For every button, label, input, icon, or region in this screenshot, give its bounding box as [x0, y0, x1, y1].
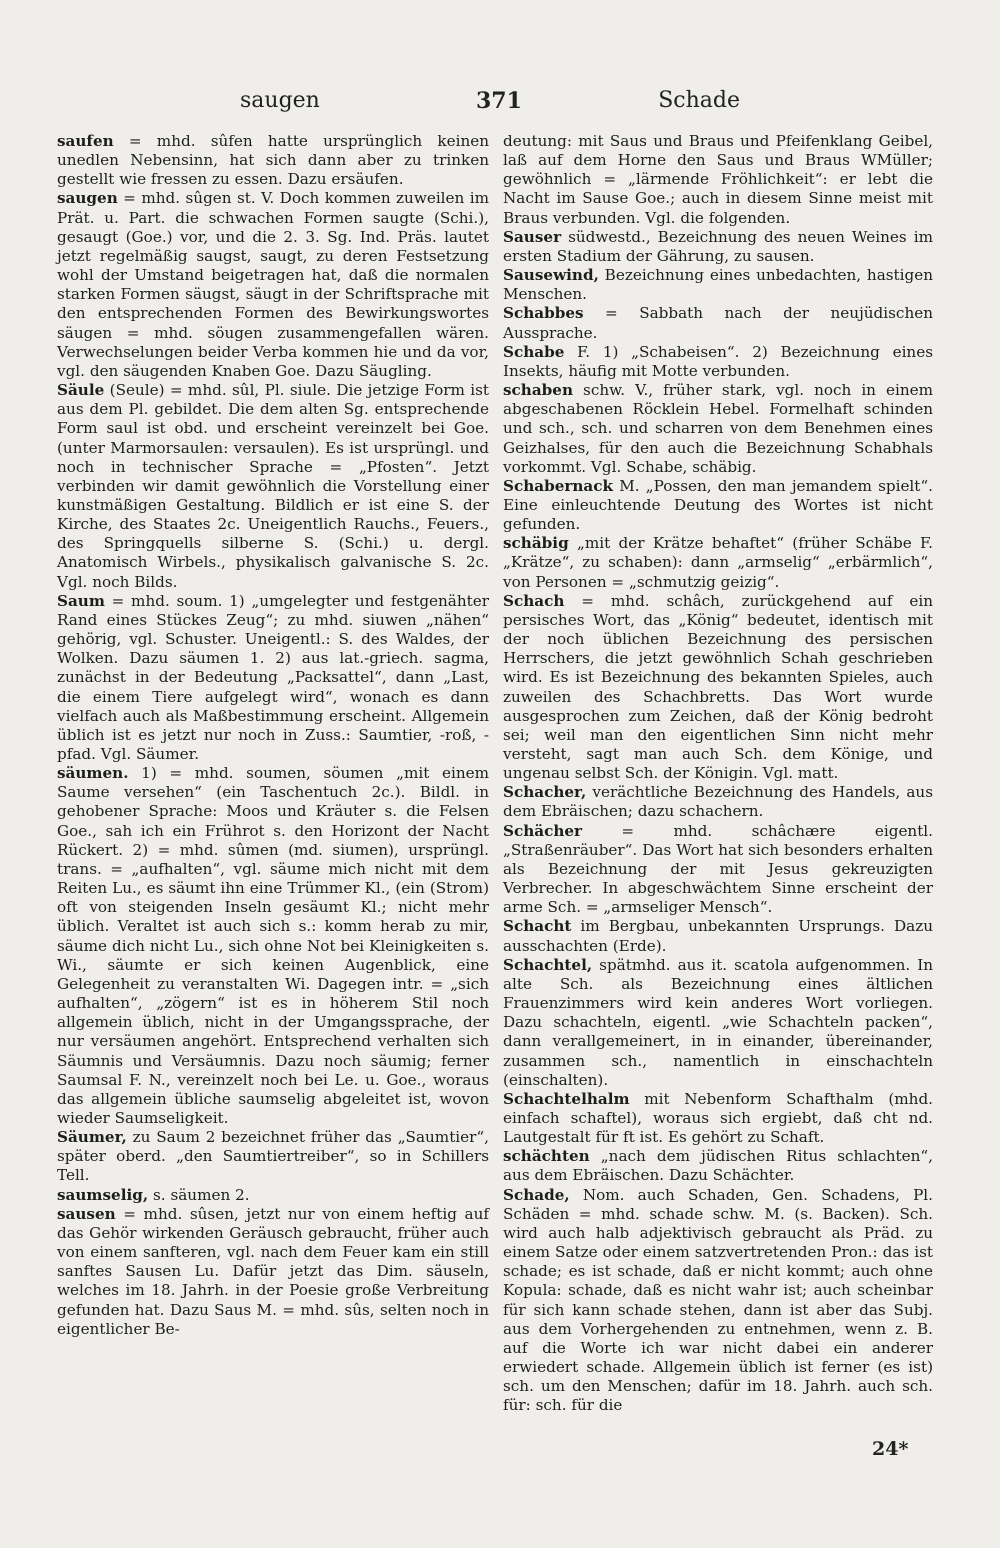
- entry-headword: Schabe: [503, 342, 565, 361]
- entry-text: s. säumen 2.: [148, 1185, 250, 1204]
- entry-headword: Schachtel,: [503, 955, 593, 974]
- entry-text: deutung: mit Saus und Braus und Pfeifenklang Geibel, laß auf dem Horne den Saus und Braus WMüller; gewöhnlich = „lärmende Fröhlichkeit“: er lebt die Nacht im Sause Goe.; auch in diesem Sinne meist mit Braus verbunden. Vgl. die folgenden.: [503, 132, 933, 227]
- entry-headword: Schacht: [503, 917, 572, 936]
- entry-headword: sausen: [57, 1204, 116, 1223]
- entry-headword: saufen: [57, 132, 114, 150]
- entry-text: = mhd. sûfen hatte ursprünglich keinen unedlen Nebensinn, hat sich dann aber zu trinken gestellt wie fressen zu essen. Dazu ersäufen.: [57, 132, 489, 189]
- entry-headword: Schabbes: [503, 304, 584, 323]
- left-column: [57, 132, 489, 1339]
- entry-text: (Seule) = mhd. sûl, Pl. siule. Die jetzige Form ist aus dem Pl. gebildet. Die dem alten Sg. entsprechende Form saul ist obd. und erscheint vereinzelt bei Goe. (unter Marmorsaulen: versaulen). Es ist ursprüngl. und noch in technischer Sprache = „Pfosten“. Jetzt verbinden wir damit gewöhnlich die Vorstellung einer kunstmäßigen Gestaltung. Bildlich er ist eine S. der Kirche, des Staates 2c. Uneigentlich Rauchs., Feuers., des Springquells silberne S. (Schi.) u. dergl. Anatomisch Wirbels., physikalisch galvanische S. 2c. Vgl. noch Bilds.: [57, 381, 489, 591]
- entry-headword: saumselig,: [57, 1185, 149, 1204]
- dictionary-entry: [503, 534, 933, 591]
- entry-text: F. 1) „Schabeisen“. 2) Bezeichnung eines Insekts, häufig mit Motte verbunden.: [503, 342, 933, 380]
- entry-text: südwestd., Bezeichnung des neuen Weines im ersten Stadium der Gährung, zu sausen.: [503, 227, 933, 265]
- entry-text: = mhd. sûgen st. V. Doch kommen zuweilen im Prät. u. Part. die schwachen Formen saugte (Schi.), gesaugt (Goe.) vor, und die 2. 3. Sg. Ind. Präs. lautet jetzt regelmäßig saugst, saugt, zu deren Festsetzung wohl der Umstand beigetragen hat, daß die normalen starken Formen säugst, säugt in der Schriftsprache mit den entsprechenden Formen des Bewirkungswortes säugen = mhd. söugen zusammengefallen wären. Verwechselungen beider Verba kommen hie und da vor, vgl. den säugenden Knaben Goe. Dazu Säugling.: [57, 189, 489, 380]
- entry-text: = Sabbath nach der neujüdischen Aussprache.: [503, 304, 933, 342]
- entry-text: schw. V., früher stark, vgl. noch in einem abgeschabenen Röcklein Hebel. Formelhaft schinden und sch., sch. und scharren von dem Benehmen eines Geizhalses, für den auch die Bezeichnung Schabhals vorkommt. Vgl. Schabe, schäbig.: [503, 381, 933, 476]
- dictionary-entry: [57, 1205, 489, 1339]
- entry-headword: schaben: [503, 381, 574, 400]
- dictionary-entry: [503, 1147, 933, 1185]
- dictionary-entry: [57, 1186, 489, 1205]
- signature-mark: 24*: [872, 1438, 909, 1460]
- entry-text: = mhd. sûsen, jetzt nur von einem heftig auf das Gehör wirkenden Geräusch gebraucht, früher auch von einem sanfteren, vgl. nach dem Feuer kam ein still sanftes Sausen Lu. Dafür jetzt das Dim. säuseln, welches im 18. Jahrh. in der Poesie große Verbreitung gefunden hat. Dazu Saus M. = mhd. sûs, selten noch in eigentlicher Be-: [57, 1204, 489, 1338]
- entry-text: = mhd. soum. 1) „umgelegter und festgenähter Rand eines Stückes Zeug“; zu mhd. siuwen „nähen“ gehörig, vgl. Schuster. Uneigentl.: S. des Waldes, der Wolken. Dazu säumen 1. 2) aus lat.-griech. sagma, zunächst in der Bedeutung „Packsattel“, dann „Last, die einem Tiere aufgelegt wird“, wonach es dann vielfach auch als Maßbestimmung erscheint. Allgemein üblich ist es jetzt nur noch in Zuss.: Saumtier, -roß, -pfad. Vgl. Säumer.: [57, 591, 489, 763]
- entry-headword: Schabernack: [503, 476, 614, 495]
- entry-headword: saugen: [57, 189, 118, 208]
- dictionary-entry: [57, 1128, 489, 1185]
- dictionary-entry: [503, 381, 933, 477]
- dictionary-entry: [503, 477, 933, 534]
- entry-text: verächtliche Bezeichnung des Handels, aus dem Ebräischen; dazu schachern.: [503, 783, 933, 821]
- dictionary-entry: [503, 132, 933, 228]
- entry-text: Nom. auch Schaden, Gen. Schadens, Pl. Schäden = mhd. schade schw. M. (s. Backen). Sch. wird auch halb adjektivisch gebraucht als Präd. zu einem Satze oder einem satzvertretenden Pron.: das ist schade; es ist schade, daß er nicht kommt; auch ohne Kopula: schade, daß es nicht wahr ist; auch scheinbar für sich kann schade stehen, dann ist aber das Subj. aus dem Vorhergehenden zu entnehmen, wenn z. B. auf die Worte ich war nicht dabei ein anderer erwiedert schade. Allgemein üblich ist ferner (es ist) sch. um den Menschen; dafür im 18. Jahrh. auch sch. für: sch. für die: [503, 1185, 933, 1415]
- entry-headword: Schachtelhalm: [503, 1089, 630, 1108]
- dictionary-entry: [503, 343, 933, 381]
- dictionary-entry: [503, 304, 933, 342]
- entry-text: „nach dem jüdischen Ritus schlachten“, aus dem Ebräischen. Dazu Schächter.: [503, 1147, 933, 1185]
- dictionary-entry: [57, 764, 489, 1128]
- right-column: [503, 132, 933, 1415]
- entry-text: = mhd. schâchære eigentl. „Straßenräuber“. Das Wort hat sich besonders erhalten als Bezeichnung der mit Jesus gekreuzigten Verbrecher. In abgeschwächtem Sinne erscheint der arme Sch. = „armseliger Mensch“.: [503, 821, 933, 917]
- dictionary-entry: [57, 132, 489, 189]
- dictionary-entry: [503, 1186, 933, 1416]
- header-right-catchword: Schade: [658, 88, 740, 113]
- entry-text: „mit der Krätze behaftet“ (früher Schäbe F. „Krätze“, zu schaben): dann „armselig“ „erbärmlich“, von Personen = „schmutzig geizig“.: [503, 534, 933, 591]
- entry-headword: Sausewind,: [503, 266, 599, 285]
- entry-headword: säumen.: [57, 764, 129, 783]
- entry-headword: Sauser: [503, 227, 562, 246]
- entry-text: Bezeichnung eines unbedachten, hastigen Menschen.: [503, 266, 933, 304]
- entry-headword: Schächer: [503, 821, 583, 840]
- dictionary-entry: [503, 1090, 933, 1147]
- entry-headword: Schach: [503, 591, 565, 610]
- entry-headword: Säule: [57, 381, 105, 400]
- entry-headword: Schade,: [503, 1185, 570, 1204]
- entry-text: = mhd. schâch, zurückgehend auf ein persisches Wort, das „König“ bedeutet, identisch mit der noch üblichen Bezeichnung des persischen Herrschers, die jetzt gewöhnlich Schah geschrieben wird. Es ist Bezeichnung des bekannten Spieles, auch zuweilen des Schachbretts. Das Wort wurde ausgesprochen zum Zeichen, daß der König bedroht sei; weil man den eigentlichen Sinn nicht mehr versteht, sagt man auch Sch. dem Könige, und ungenau selbst Sch. der Königin. Vgl. matt.: [503, 591, 933, 783]
- entry-text: 1) = mhd. soumen, söumen „mit einem Saume versehen“ (ein Taschentuch 2c.). Bildl. in gehobener Sprache: Moos und Kräuter s. die Felsen Goe., sah ich ein Frührot s. den Horizont der Nacht Rückert. 2) = mhd. sûmen (md. siumen), ursprüngl. trans. = „aufhalten“, vgl. säume mich nicht mit dem Reiten Lu., es säumt ihn eine Trümmer Kl., (ein (Strom) oft von steigenden Inseln gesäumt Kl.; nicht mehr üblich. Veraltet ist auch sich s.: komm herab zu mir, säume dich nicht Lu., sich ohne Not bei Kleinigkeiten s. Wi., säumte er sich keinen Augenblick, eine Gelegenheit zu veranstalten Wi. Dagegen intr. = „sich aufhalten“, „zögern“ ist es in höherem Stil noch allgemein üblich, nicht in der Umgangssprache, der nur versäumen angehört. Entsprechend verhalten sich Säumnis und Versäumnis. Dazu noch säumig; ferner Saumsal F. N., vereinzelt noch bei Le. u. Goe., woraus das allgemein übliche saumselig abgeleitet ist, wovon wieder Saumseligkeit.: [57, 764, 489, 1127]
- entry-text: spätmhd. aus it. scatola aufgenommen. In alte Sch. als Bezeichnung eines ältlichen Frauenzimmers wird kein anderes Wort vorliegen. Dazu schachteln, eigentl. „wie Schachteln packen“, dann verallgemeinert, in in einander, übereinander, zusammen sch., namentlich in einschachteln (einschalten).: [503, 955, 933, 1089]
- entry-headword: Saum: [57, 591, 105, 610]
- dictionary-entry: [503, 266, 933, 304]
- entry-headword: Säumer,: [57, 1128, 127, 1147]
- dictionary-entry: [503, 228, 933, 266]
- dictionary-entry: [503, 956, 933, 1090]
- dictionary-entry: [503, 822, 933, 918]
- entry-headword: schächten: [503, 1147, 590, 1166]
- entry-text: M. „Possen, den man jemandem spielt“. Eine einleuchtende Deutung des Wortes ist nicht gefunden.: [503, 476, 933, 534]
- dictionary-entry: [503, 592, 933, 784]
- entry-text: im Bergbau, unbekannten Ursprungs. Dazu ausschachten (Erde).: [503, 917, 933, 955]
- dictionary-entry: [503, 783, 933, 821]
- dictionary-entry: [57, 381, 489, 592]
- dictionary-entry: [57, 592, 489, 764]
- dictionary-entry: [503, 917, 933, 955]
- dictionary-entry: [57, 189, 489, 381]
- entry-text: zu Saum 2 bezeichnet früher das „Saumtier“, später oberd. „den Saumtiertreiber“, so in Schillers Tell.: [57, 1128, 489, 1185]
- running-header: [80, 88, 920, 118]
- entry-headword: Schacher,: [503, 783, 587, 802]
- header-left-catchword: saugen: [240, 88, 320, 113]
- page-number: 371: [476, 88, 522, 114]
- entry-text: mit Nebenform Schafthalm (mhd. einfach schaftel), woraus sich ergiebt, daß cht nd. Lautgestalt für ft ist. Es gehört zu Schaft.: [503, 1089, 933, 1147]
- entry-headword: schäbig: [503, 534, 569, 553]
